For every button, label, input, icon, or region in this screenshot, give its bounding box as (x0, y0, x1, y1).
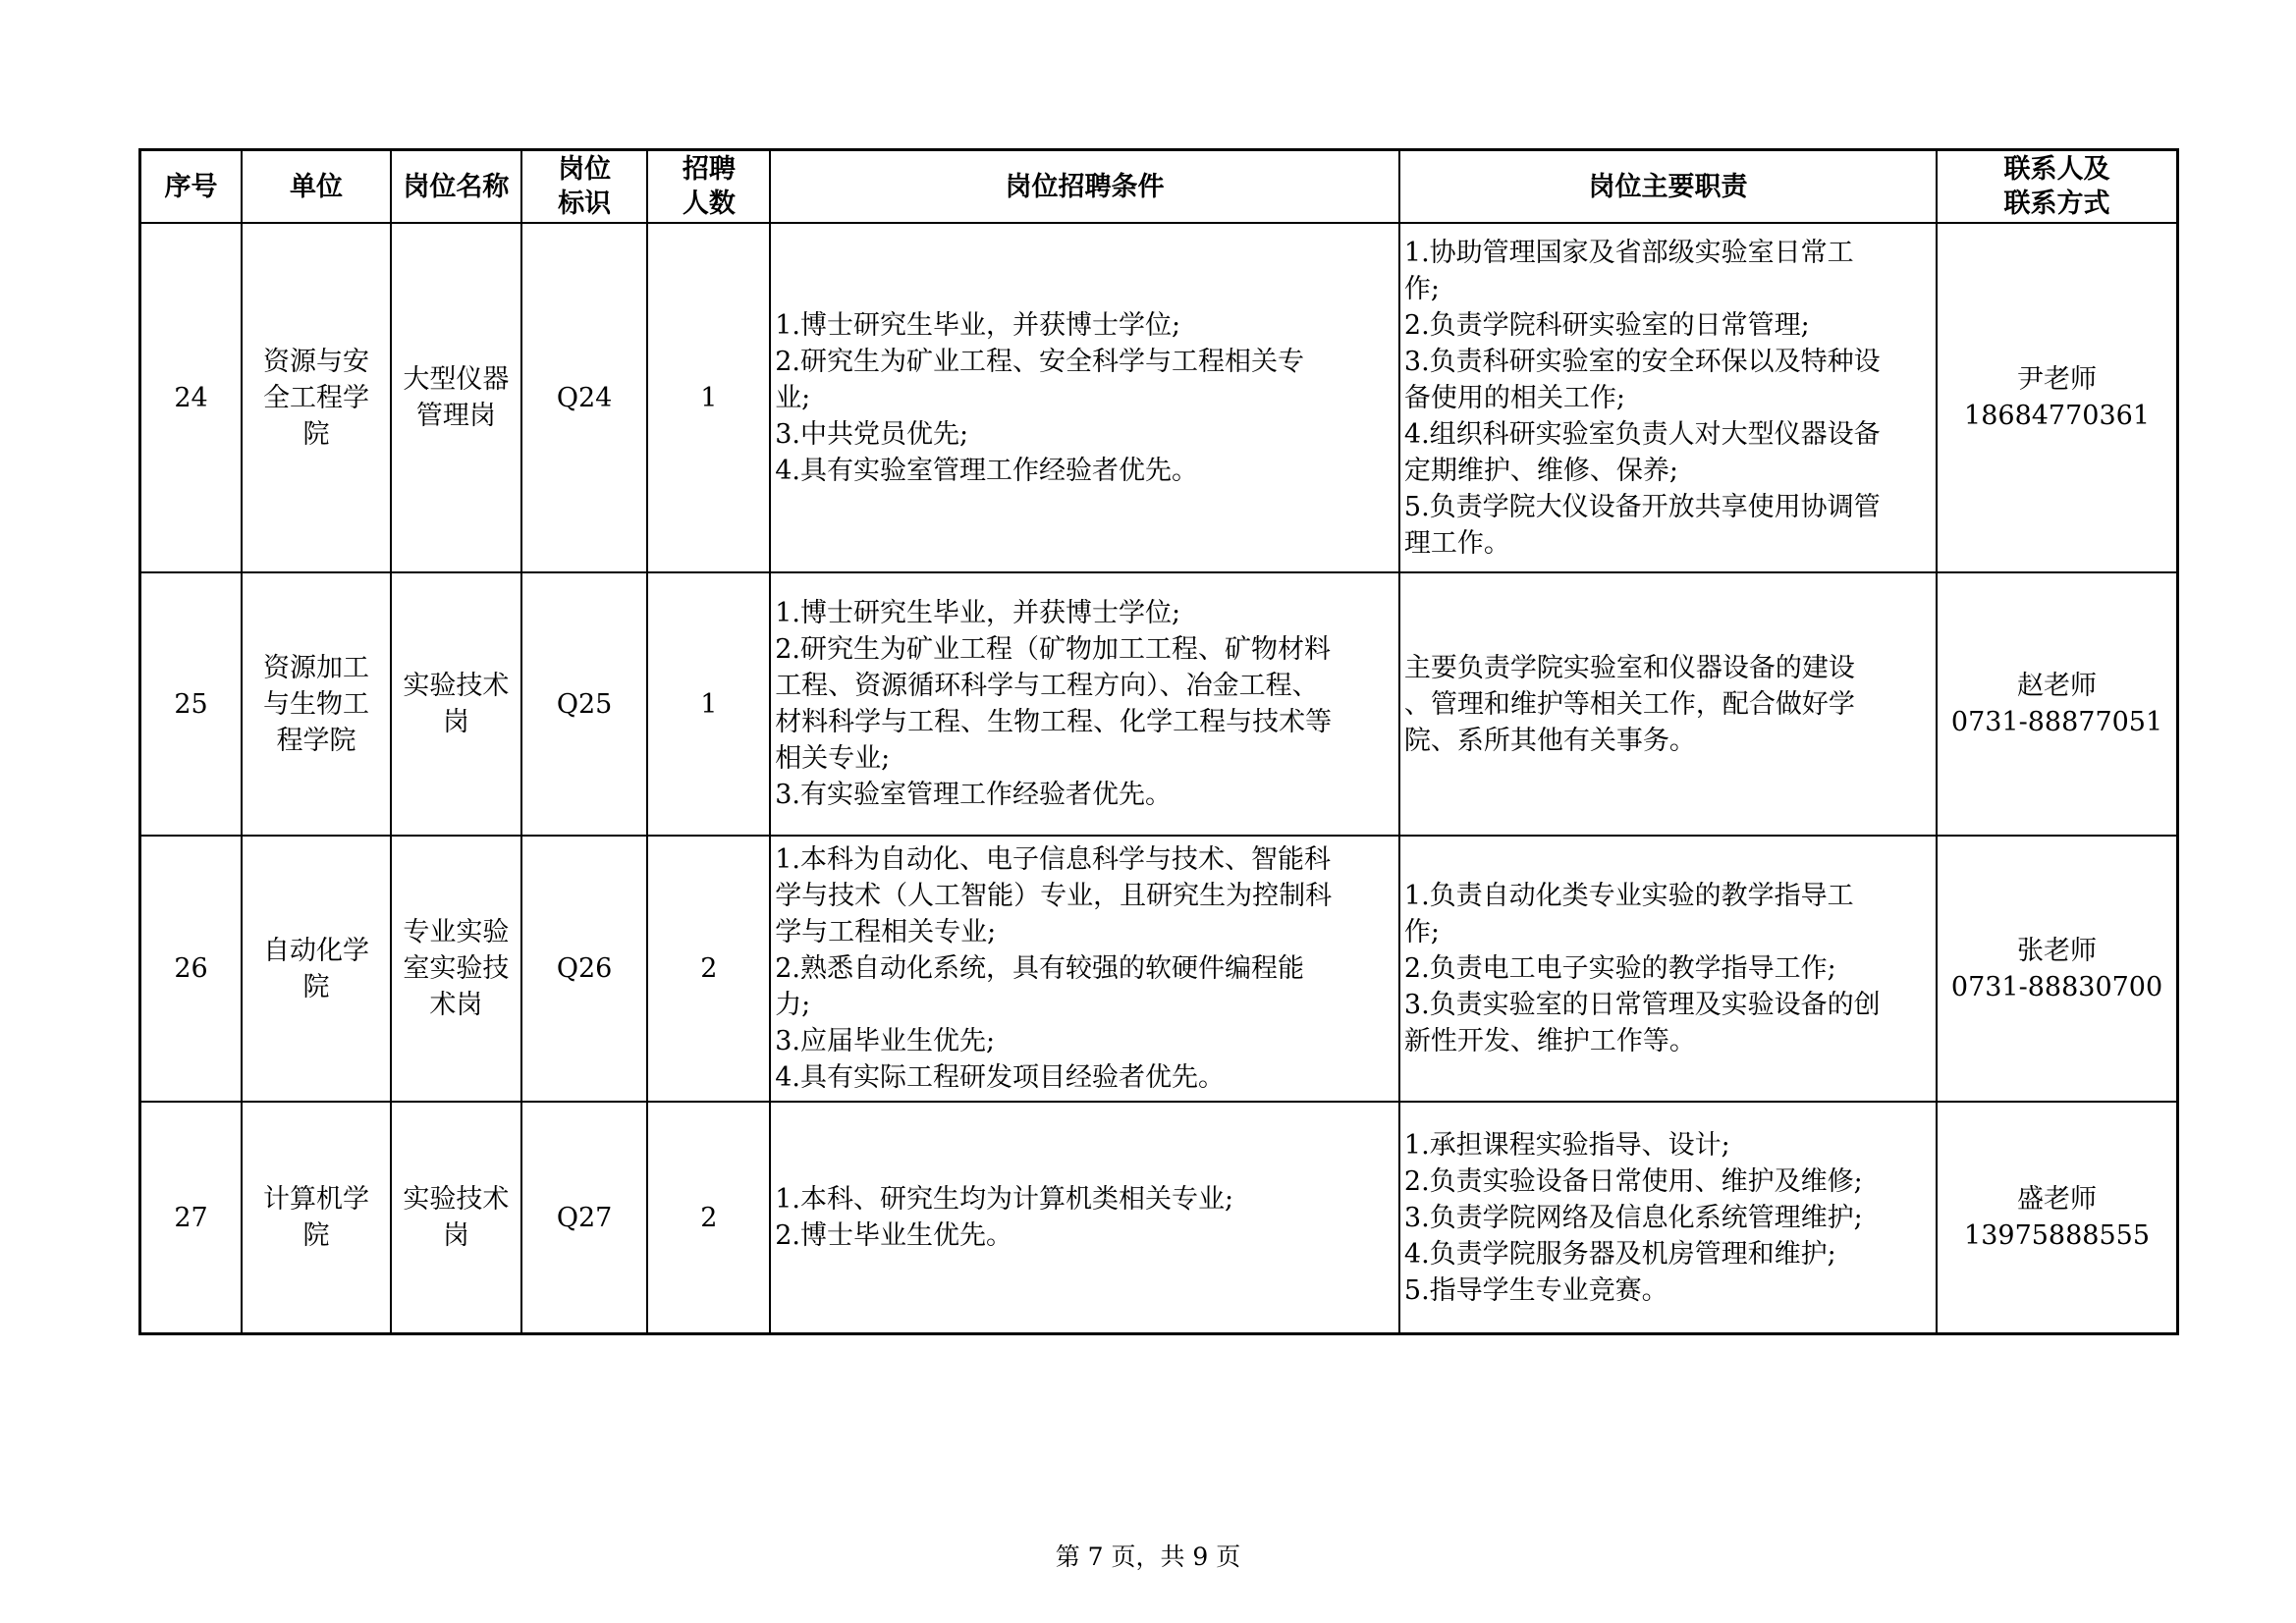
post-name-line: 术岗 (429, 990, 483, 1020)
contact-name: 张老师 (2017, 935, 2098, 966)
contact-phone: 18684770361 (1964, 401, 2150, 431)
condition-line: 1.本科为自动化、电子信息科学与技术、智能科 (775, 844, 1331, 875)
cell-post-code: Q27 (521, 1102, 648, 1334)
cell-count: 1 (647, 572, 770, 836)
header-count (647, 150, 770, 224)
cell-duties (1399, 836, 1937, 1102)
cell-unit (242, 572, 391, 836)
post-name-line: 岗 (442, 1220, 469, 1251)
table-row (140, 836, 2178, 1102)
condition-line: 3.有实验室管理工作经验者优先。 (775, 780, 1172, 810)
cell-contact (1937, 572, 2177, 836)
table-row (140, 572, 2178, 836)
condition-line: 2.熟悉自动化系统，具有较强的软硬件编程能 (775, 953, 1304, 984)
duty-line: 主要负责学院实验室和仪器设备的建设 (1403, 652, 1855, 683)
duty-line: 、管理和维护等相关工作，配合做好学 (1403, 688, 1855, 720)
condition-line: 1.博士研究生毕业，并获博士学位; (775, 598, 1181, 628)
duty-line: 新性开发、维护工作等。 (1403, 1026, 1696, 1056)
duty-line: 2.负责学院科研实验室的日常管理; (1403, 309, 1810, 341)
cell-post-name (391, 223, 521, 572)
condition-line: 力; (775, 990, 811, 1020)
condition-line: 业; (775, 382, 811, 413)
post-name-line: 实验技术 (403, 1184, 510, 1215)
page-footer: 第 7 页，共 9 页 (1055, 1542, 1241, 1571)
header-seq: 序号 (140, 150, 243, 224)
post-name-line: 专业实验 (403, 917, 510, 947)
contact-phone: 13975888555 (1964, 1220, 2150, 1251)
cell-contact (1937, 836, 2177, 1102)
header-contact-line1: 联系人及 (2003, 154, 2110, 185)
unit-line: 院 (302, 971, 330, 1002)
cell-seq: 27 (140, 1102, 243, 1334)
duty-line: 4.组织科研实验室负责人对大型仪器设备 (1403, 418, 1881, 450)
duty-line: 1.负责自动化类专业实验的教学指导工 (1403, 881, 1854, 911)
header-post-code-line2: 标识 (558, 189, 612, 219)
contact-name: 赵老师 (2017, 671, 2098, 701)
unit-line: 全工程学 (263, 382, 370, 413)
unit-line: 资源加工 (263, 652, 370, 683)
condition-line: 2.研究生为矿业工程、安全科学与工程相关专 (775, 346, 1304, 377)
condition-line: 4.具有实际工程研发项目经验者优先。 (775, 1062, 1225, 1093)
duty-line: 5.负责学院大仪设备开放共享使用协调管 (1403, 491, 1881, 522)
cell-conditions (770, 223, 1399, 572)
header-count-line2: 人数 (682, 189, 736, 219)
header-post-code (521, 150, 648, 224)
duty-line: 作; (1403, 917, 1440, 947)
post-name-line: 管理岗 (415, 401, 496, 431)
cell-post-code: Q24 (521, 223, 648, 572)
duty-line: 3.负责学院网络及信息化系统管理维护; (1403, 1202, 1863, 1233)
cell-seq: 25 (140, 572, 243, 836)
condition-line: 1.本科、研究生均为计算机类相关专业; (775, 1184, 1234, 1215)
post-name-line: 室实验技 (403, 953, 510, 984)
cell-contact (1937, 223, 2177, 572)
cell-post-name (391, 836, 521, 1102)
cell-contact (1937, 1102, 2177, 1334)
cell-conditions (770, 836, 1399, 1102)
header-post-name: 岗位名称 (391, 150, 521, 224)
condition-line: 材料科学与工程、生物工程、化学工程与技术等 (775, 707, 1333, 737)
post-name-line: 实验技术 (403, 671, 510, 701)
cell-conditions (770, 1102, 1399, 1334)
cell-seq: 26 (140, 836, 243, 1102)
table-row (140, 223, 2178, 572)
condition-line: 4.具有实验室管理工作经验者优先。 (775, 455, 1198, 486)
duty-line: 2.负责电工电子实验的教学指导工作; (1403, 953, 1836, 984)
post-name-line: 大型仪器 (403, 364, 510, 395)
contact-phone: 0731-88830700 (1950, 971, 2163, 1002)
cell-conditions (770, 572, 1399, 836)
header-count-line1: 招聘 (682, 154, 736, 185)
condition-line: 3.中共党员优先; (775, 418, 969, 450)
recruitment-table (138, 148, 2179, 1335)
condition-line: 1.博士研究生毕业，并获博士学位; (775, 309, 1181, 341)
contact-phone: 0731-88877051 (1950, 707, 2163, 737)
cell-duties (1399, 1102, 1937, 1334)
duty-line: 1.承担课程实验指导、设计; (1403, 1129, 1730, 1161)
contact-name: 尹老师 (2017, 364, 2098, 395)
contact-name: 盛老师 (2017, 1184, 2098, 1215)
unit-line: 院 (302, 1220, 330, 1251)
cell-count: 1 (647, 223, 770, 572)
cell-duties (1399, 223, 1937, 572)
cell-count: 2 (647, 1102, 770, 1334)
condition-line: 学与技术（人工智能）专业，且研究生为控制科 (775, 881, 1333, 911)
condition-line: 2.研究生为矿业工程（矿物加工工程、矿物材料 (775, 634, 1331, 665)
header-contact-line2: 联系方式 (2003, 189, 2110, 219)
header-duties: 岗位主要职责 (1399, 150, 1937, 224)
duty-line: 3.负责科研实验室的安全环保以及特种设 (1403, 346, 1881, 377)
cell-duties (1399, 572, 1937, 836)
header-post-code-line1: 岗位 (558, 154, 612, 185)
header-row (140, 150, 2178, 224)
cell-post-code: Q26 (521, 836, 648, 1102)
cell-seq: 24 (140, 223, 243, 572)
cell-unit (242, 1102, 391, 1334)
duty-line: 院、系所其他有关事务。 (1403, 725, 1696, 756)
unit-line: 自动化学 (263, 935, 370, 966)
unit-line: 计算机学 (263, 1184, 370, 1215)
unit-line: 与生物工 (263, 688, 370, 720)
duty-line: 备使用的相关工作; (1403, 382, 1625, 413)
duty-line: 理工作。 (1403, 527, 1510, 559)
duty-line: 5.指导学生专业竞赛。 (1403, 1274, 1668, 1306)
header-contact (1937, 150, 2177, 224)
duty-line: 1.协助管理国家及省部级实验室日常工 (1403, 237, 1854, 268)
unit-line: 程学院 (276, 725, 356, 756)
cell-count: 2 (647, 836, 770, 1102)
duty-line: 4.负责学院服务器及机房管理和维护; (1403, 1238, 1836, 1270)
unit-line: 资源与安 (263, 346, 370, 377)
condition-line: 3.应届毕业生优先; (775, 1026, 996, 1056)
cell-unit (242, 836, 391, 1102)
cell-unit (242, 223, 391, 572)
condition-line: 2.博士毕业生优先。 (775, 1220, 1012, 1251)
duty-line: 作; (1403, 273, 1440, 304)
duty-line: 定期维护、维修、保养; (1403, 455, 1678, 486)
condition-line: 学与工程相关专业; (775, 917, 997, 947)
cell-post-name (391, 572, 521, 836)
cell-post-code: Q25 (521, 572, 648, 836)
table-row (140, 1102, 2178, 1334)
condition-line: 工程、资源循环科学与工程方向）、冶金工程、 (775, 671, 1319, 701)
post-name-line: 岗 (442, 707, 469, 737)
duty-line: 2.负责实验设备日常使用、维护及维修; (1403, 1165, 1863, 1197)
header-unit: 单位 (242, 150, 391, 224)
unit-line: 院 (302, 418, 330, 450)
cell-post-name (391, 1102, 521, 1334)
header-conditions: 岗位招聘条件 (770, 150, 1399, 224)
condition-line: 相关专业; (775, 743, 891, 774)
duty-line: 3.负责实验室的日常管理及实验设备的创 (1403, 990, 1881, 1020)
